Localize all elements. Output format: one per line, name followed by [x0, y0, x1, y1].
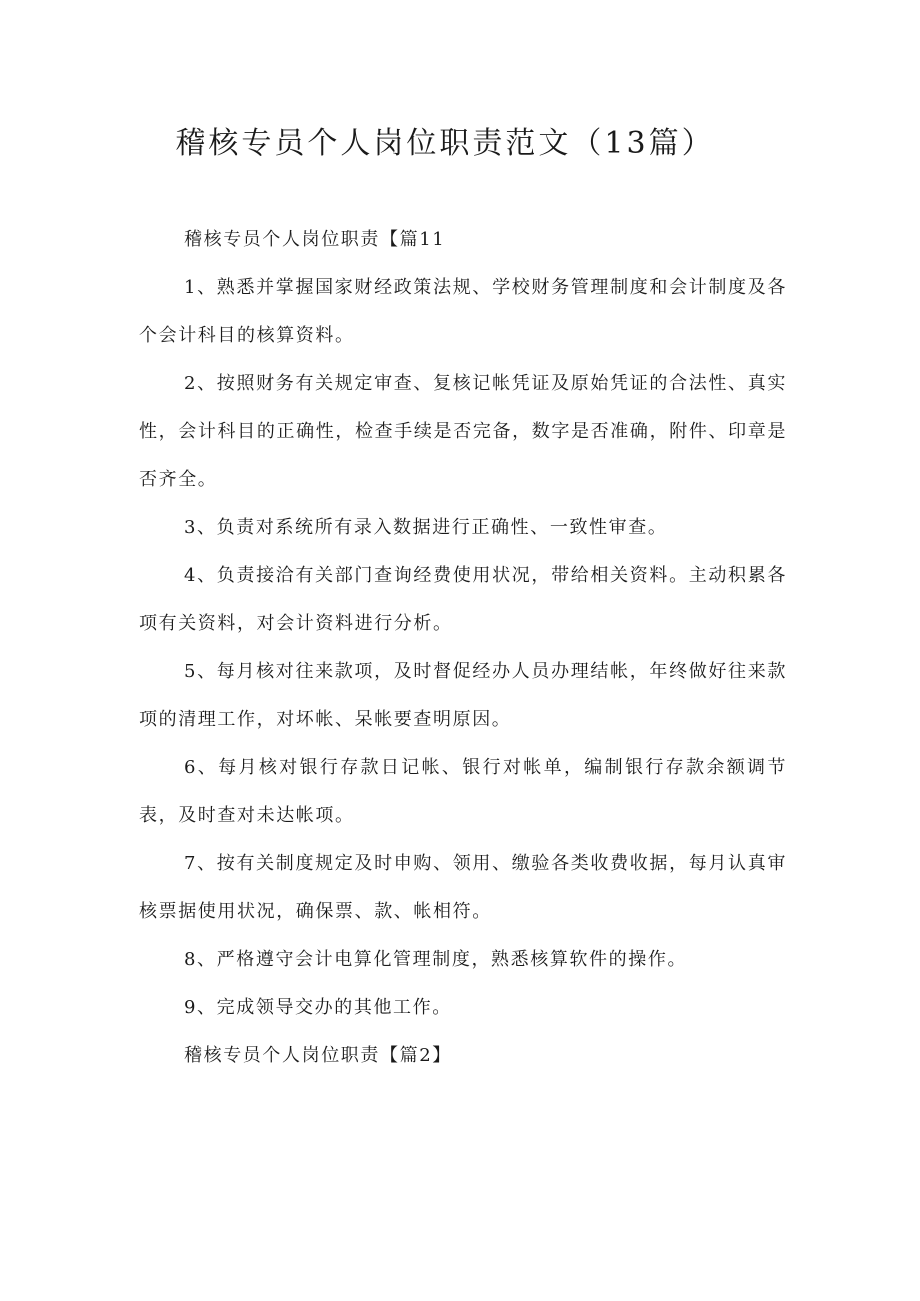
- duty-item-7: 7、按有关制度规定及时申购、领用、缴验各类收费收据，每月认真审核票据使用状况，确保票、款、帐相符。: [139, 853, 787, 922]
- section-heading-2: 稽核专员个人岗位职责【篇2】: [184, 1045, 452, 1066]
- duty-item-1: 1、熟悉并掌握国家财经政策法规、学校财务管理制度和会计制度及各个会计科目的核算资料。: [139, 277, 787, 346]
- duty-item-4: 4、负责接洽有关部门查询经费使用状况，带给相关资料。主动积累各项有关资料，对会计资料进行分析。: [139, 565, 787, 634]
- duty-item-2: 2、按照财务有关规定审查、复核记帐凭证及原始凭证的合法性、真实性，会计科目的正确性，检查手续是否完备，数字是否准确，附件、印章是否齐全。: [139, 373, 787, 490]
- duty-item-8: 8、严格遵守会计电算化管理制度，熟悉核算软件的操作。: [184, 949, 688, 970]
- duty-item-3: 3、负责对系统所有录入数据进行正确性、一致性审查。: [184, 517, 668, 538]
- duty-item-5: 5、每月核对往来款项，及时督促经办人员办理结帐，年终做好往来款项的清理工作，对坏帐、呆帐要查明原因。: [139, 661, 787, 730]
- document-body: [139, 216, 787, 1080]
- duty-item-9: 9、完成领导交办的其他工作。: [184, 997, 452, 1018]
- document-title: 稽核专员个人岗位职责范文（13篇）: [175, 126, 715, 161]
- duty-item-6: 6、每月核对银行存款日记帐、银行对帐单，编制银行存款余额调节表，及时查对未达帐项。: [139, 757, 787, 826]
- section-heading-1: 稽核专员个人岗位职责【篇11: [184, 229, 446, 250]
